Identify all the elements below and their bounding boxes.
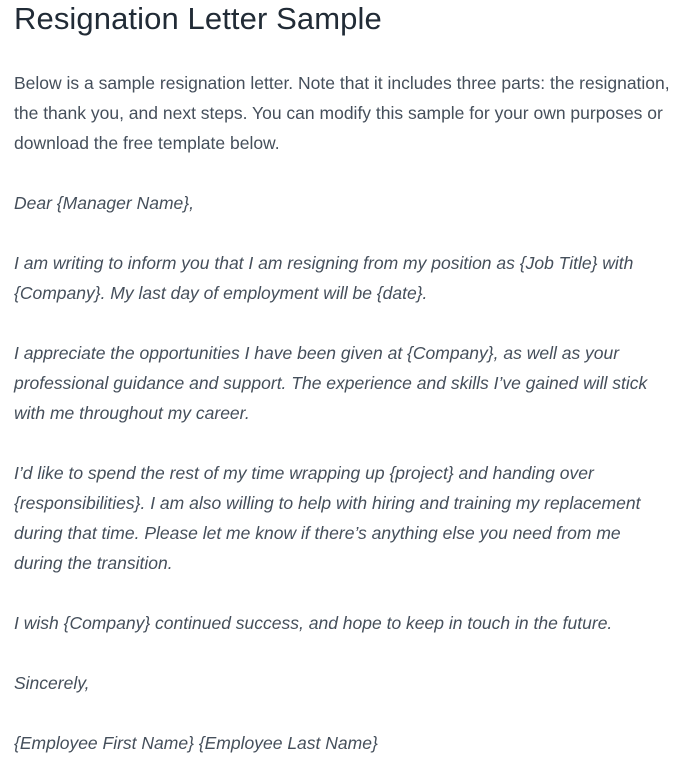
article xyxy=(14,0,670,758)
letter-paragraph-next-steps: I’d like to spend the rest of my time wrapping up {project} and handing over {responsibilities}. I am also willing to help with hiring and training my replacement during that time. Please let me know if there’s anything else you need from me during the transition. xyxy=(14,463,641,573)
intro-paragraph: Below is a sample resignation letter. Note that it includes three parts: the resignation, the thank you, and next steps. You can modify this sample for your own purposes or download the free template below. xyxy=(14,73,670,153)
page-title: Resignation Letter Sample xyxy=(14,1,382,36)
letter-closing: Sincerely, xyxy=(14,673,90,693)
letter-paragraph-resignation: I am writing to inform you that I am resigning from my position as {Job Title} with {Company}. My last day of employment will be {date}. xyxy=(14,253,634,303)
letter-signature: {Employee First Name} {Employee Last Name} xyxy=(14,733,378,753)
letter-paragraph-thanks: I appreciate the opportunities I have been given at {Company}, as well as your professional guidance and support. The experience and skills I’ve gained will stick with me throughout my career. xyxy=(14,343,648,423)
letter-paragraph-closing-wish: I wish {Company} continued success, and hope to keep in touch in the future. xyxy=(14,613,613,633)
letter-sample xyxy=(14,188,670,758)
letter-salutation: Dear {Manager Name}, xyxy=(14,193,194,213)
